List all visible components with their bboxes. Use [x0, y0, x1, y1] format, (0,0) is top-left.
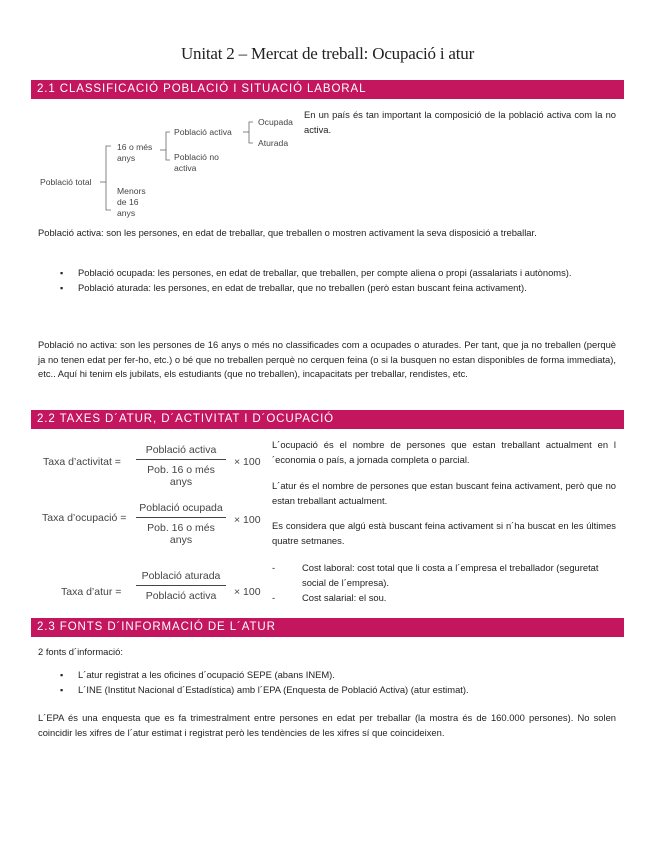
diagram-inactive: Població no activa	[174, 152, 219, 173]
formula-numerator: Població activa	[145, 444, 217, 456]
page-title: Unitat 2 – Mercat de treball: Ocupació i atur	[180, 44, 475, 63]
list-item: ▪ L´INE (Institut Nacional d´Estadística) amb l´EPA (Enquesta de Població Activa) (atur estimat).	[60, 683, 616, 698]
diagram-employed: Ocupada	[258, 117, 293, 127]
cost-list-item	[272, 561, 616, 590]
formula-fraction	[136, 444, 226, 488]
cost-salary: Cost salarial: el sou.	[302, 592, 387, 603]
formula-label: Taxa d’atur =	[61, 586, 122, 598]
job-search-definition: Es considera que algú està buscant feina activament si n´ha buscat en les últimes quatre setmanes.	[272, 520, 616, 546]
formula-numerator: Població aturada	[141, 570, 221, 582]
epa-paragraph: L´EPA és una enquesta que es fa trimestralment entre persones en edat per treballar (la mostra és de 160.000 persones). No solen coincidir les xifres de l´atur estimat i registrat però les tendències de les xifres sí que coincideixen.	[38, 712, 616, 738]
list-item: ▪ Població aturada: les persones, en edat de treballar, que no treballen (però estan buscant feina activament).	[60, 281, 616, 296]
formula-denominator: Pob. 16 o més anys	[147, 464, 215, 488]
section-heading-sources: 2.3 FONTS D´INFORMACIÓ DE L´ATUR	[31, 618, 624, 637]
formula-numerator: Població ocupada	[139, 502, 223, 514]
diagram-age-over: 16 o més anys	[117, 142, 153, 163]
sources-intro: 2 fonts d´informació:	[38, 646, 123, 657]
diagram-unemployed: Aturada	[258, 138, 289, 148]
employment-definition: L´ocupació és el nombre de persones que estan treballant actualment en l´economia o país, a jornada completa o parcial.	[272, 439, 616, 465]
cost-list-item	[272, 591, 616, 606]
formula-fraction	[136, 570, 226, 602]
intro-paragraph: En un país és tan important la composició de la població activa com la no activa.	[304, 109, 616, 135]
formula-multiplier: × 100	[234, 586, 261, 598]
list-item: ▪ L´atur registrat a les oficines d´ocupació SEPE (abans INEM).	[60, 668, 616, 683]
population-bullets	[60, 266, 616, 295]
formula-label: Taxa d’activitat =	[43, 456, 121, 468]
cost-labour: Cost laboral: cost total que li costa a l´empresa el treballador (seguretat social de l´empresa).	[302, 562, 599, 588]
diagram-total: Població total	[40, 177, 92, 187]
formula-multiplier: × 100	[234, 456, 261, 468]
formula-label: Taxa d’ocupació =	[42, 512, 127, 524]
list-item: ▪ Població ocupada: les persones, en edat de treballar, que treballen, per compte aliena o propi (assalariats i autònoms).	[60, 266, 616, 281]
active-definition: Població activa: son les persones, en edat de treballar, que treballen o mostren activament la seva disposició a treballar.	[38, 227, 537, 238]
sources-bullets	[60, 668, 616, 697]
unemployment-definition: L´atur és el nombre de persones que estan buscant feina activament, però que no estan treballant actualment.	[272, 480, 616, 506]
inactive-definition: Població no activa: son les persones de 16 anys o més no classificades com a ocupades o aturades. Per tant, que ja no treballen (perquè ja no tenen edat per fer-ho, etc.) o bé que no treballen perquè no cerquen feina (o si la busquen no estan disponibles de forma immediata), etc.. Aquí hi tenim els jubilats, els estudiants (que no treballen), incapacitats per treballar, rendistes, etc.	[38, 339, 616, 379]
diagram-age-under: Menors de 16 anys	[117, 186, 146, 218]
dash-marker: -	[272, 562, 276, 573]
section-heading-rates: 2.2 TAXES D´ATUR, D´ACTIVITAT I D´OCUPACIÓ	[31, 410, 624, 429]
formula-fraction	[136, 502, 226, 546]
section-heading-classification: 2.1 CLASSIFICACIÓ POBLACIÓ I SITUACIÓ LABORAL	[31, 80, 624, 99]
formula-multiplier: × 100	[234, 514, 261, 526]
dash-marker: -	[272, 592, 276, 603]
formula-denominator: Pob. 16 o més anys	[147, 522, 215, 546]
formula-denominator: Població activa	[145, 590, 217, 602]
diagram-active: Població activa	[174, 127, 232, 137]
